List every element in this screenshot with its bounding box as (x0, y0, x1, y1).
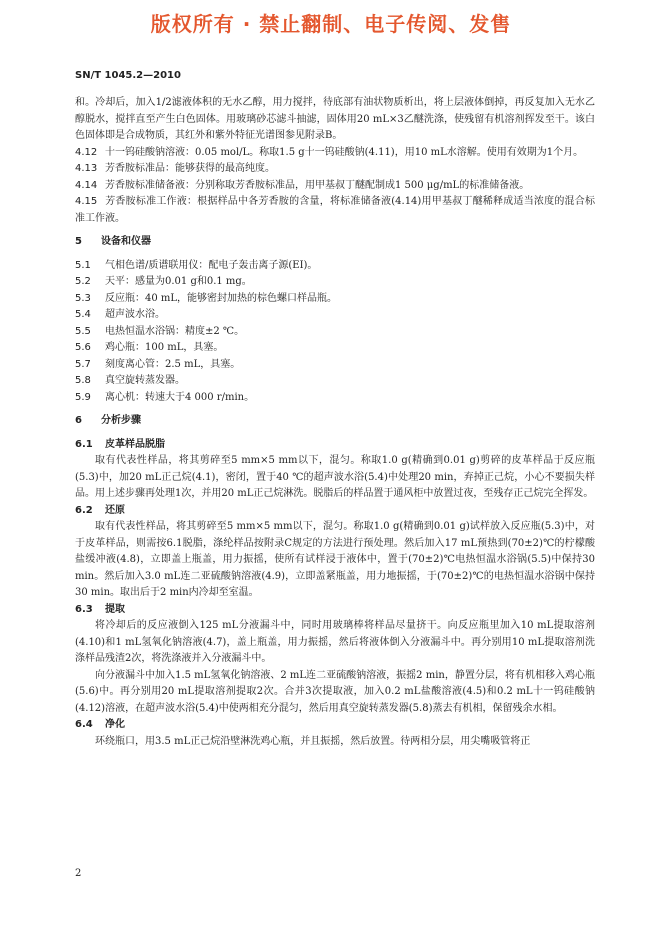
equipment-list (75, 258, 595, 407)
paragraph-6-3-b: 向分液漏斗中加入1.5 mL氢氧化钠溶液、2 mL连二亚硫酸钠溶液，振摇2 min，静置分层，将有机相移入鸡心瓶(5.6)中。再分别用20 mL提取溶剂提取2次。合并3次提取液，加入0.2 mL盐酸溶液(4.5)和0.2 mL十一钨硅酸钠(4.12)溶液，在超声波水浴(5.4)中使两相充分混匀，然后用真空旋转蒸发器(5.8)蒸去有机相，保留残余水相。 (75, 669, 595, 714)
equipment-item (75, 274, 595, 291)
item-number: 5.9 (75, 391, 91, 403)
subsection-number: 6.1 (75, 438, 93, 450)
item-number: 5.4 (75, 309, 91, 320)
section-title: 设备和仪器 (101, 236, 151, 247)
intro-paragraph: 和。冷却后，加入1/2滤液体积的无水乙醇，用力搅拌，待底部有油状物质析出，将上层液体倒掉，再反复加入无水乙醇脱水，搅拌直至产生白色固体。用玻璃砂芯滤斗抽滤，固体用20 mL×3乙醚洗涤，使残留有机溶剂挥发至干。该白色固体即是合成物质，其红外和紫外特征光谱图参见附录B。 (75, 97, 595, 141)
item-number: 5.5 (75, 325, 91, 337)
item-number: 5.1 (75, 259, 91, 271)
reagent-item (75, 178, 595, 195)
subsection-heading-6-2 (75, 503, 595, 520)
item-text: 真空旋转蒸发器。 (105, 375, 185, 386)
item-text: 气相色谱/质谱联用仪：配电子轰击离子源(EI)。 (105, 259, 318, 271)
item-number: 5.7 (75, 358, 91, 370)
item-number: 5.6 (75, 342, 91, 353)
item-text: 反应瓶：40 mL，能够密封加热的棕色螺口样品瓶。 (105, 292, 338, 304)
item-text: 天平：感量为0.01 g和0.1 mg。 (105, 276, 252, 287)
item-number: 4.13 (75, 163, 98, 174)
equipment-item (75, 291, 595, 308)
equipment-item (75, 357, 595, 374)
section-number: 5 (75, 236, 82, 247)
subsection-title: 还原 (105, 504, 125, 516)
item-text: 芳香胺标准品：能够获得的最高纯度。 (105, 163, 275, 174)
subsection-number: 6.3 (75, 603, 93, 615)
section-heading-6 (75, 413, 595, 430)
equipment-item (75, 390, 595, 407)
equipment-item (75, 340, 595, 357)
item-text: 刻度离心管：2.5 mL，具塞。 (105, 358, 241, 370)
item-number: 5.3 (75, 292, 91, 304)
paragraph-6-1: 取有代表性样品，将其剪碎至5 mm×5 mm以下，混匀。称取1.0 g(精确到0.01 g)剪碎的皮革样品于反应瓶(5.3)中，加20 mL正己烷(4.1)，密闭，置于40 ℃的超声波水浴(5.4)中处理20 min，弃掉正己烷，小心不要损失样品。用上述步骤再处理1次，并用20 mL正己烷淋洗。脱脂后的样品置于通风柜中放置过夜，至残存正己烷完全挥发。 (75, 455, 595, 499)
page-number: 2 (75, 868, 82, 879)
subsection-title: 净化 (105, 719, 125, 730)
item-text: 鸡心瓶：100 mL，具塞。 (105, 342, 224, 353)
equipment-item (75, 324, 595, 341)
section-title: 分析步骤 (101, 415, 141, 426)
subsection-number: 6.4 (75, 719, 93, 730)
reagent-list (75, 145, 595, 228)
subsection-title: 提取 (105, 603, 125, 615)
subsection-heading-6-4 (75, 717, 595, 734)
item-number: 4.12 (75, 146, 98, 158)
paragraph-6-3-a: 将冷却后的反应液倒入125 mL分液漏斗中，同时用玻璃棒将样品尽量挤干。向反应瓶里加入10 mL提取溶剂(4.10)和1 mL氢氧化钠溶液(4.7)，盖上瓶盖，用力振摇，然后将液体倒入分液漏斗中。再分别用10 mL提取溶剂洗涤样品残渣2次，将洗涤液并入分液漏斗中。 (75, 620, 595, 664)
item-number: 5.8 (75, 375, 91, 386)
item-text: 十一钨硅酸钠溶液：0.05 mol/L。称取1.5 g十一钨硅酸钠(4.11)，用10 mL水溶解。使用有效期为1个月。 (105, 146, 584, 158)
item-text: 芳香胺标准工作液：根据样品中各芳香胺的含量，将标准储备液(4.14)用甲基叔丁醚稀释成适当浓度的混合标准工作液。 (75, 196, 595, 224)
item-text: 芳香胺标准储备液：分别称取芳香胺标准品，用甲基叔丁醚配制成1 500 μg/mL的标准储备液。 (105, 179, 530, 191)
document-body (75, 95, 595, 750)
reagent-item (75, 145, 595, 162)
reagent-item (75, 194, 595, 227)
paragraph-6-2: 取有代表性样品，将其剪碎至5 mm×5 mm以下，混匀。称取1.0 g(精确到0.01 g)试样放入反应瓶(5.3)中，对于皮革样品，则需按6.1脱脂，涤纶样品按附录C规定的方法进行预处理。然后加入17 mL预热到(70±2)℃的柠檬酸盐缓冲液(4.8)，立即盖上瓶盖，用力振摇，使所有试样浸于液体中，置于(70±2)℃电热恒温水浴锅(5.5)中保持30 min。然后加入3.0 mL连二亚硫酸钠溶液(4.9)，立即盖紧瓶盖，用力地振摇，于(70±2)℃的电热恒温水浴锅中保持30 min。取出后于2 min内冷却至室温。 (75, 521, 595, 598)
paragraph-6-4: 环绕瓶口，用3.5 mL正己烷沿壁淋洗鸡心瓶，并且振摇，然后放置。待两相分层，用尖嘴吸管将正 (95, 735, 531, 747)
item-text: 离心机：转速大于4 000 r/min。 (105, 391, 255, 403)
subsection-heading-6-1 (75, 437, 595, 454)
item-number: 4.14 (75, 179, 98, 191)
subsection-title: 皮革样品脱脂 (105, 438, 165, 450)
equipment-item (75, 307, 595, 324)
standard-number: SN/T 1045.2—2010 (75, 70, 181, 81)
section-heading-5 (75, 234, 595, 251)
item-number: 5.2 (75, 276, 91, 287)
item-number: 4.15 (75, 196, 98, 207)
subsection-number: 6.2 (75, 504, 93, 516)
subsection-heading-6-3 (75, 602, 595, 619)
section-number: 6 (75, 415, 82, 426)
reagent-item (75, 161, 595, 178)
equipment-item (75, 373, 595, 390)
item-text: 电热恒温水浴锅：精度±2 ℃。 (105, 325, 245, 337)
watermark-banner: 版权所有 · 禁止翻制、电子传阅、发售 (150, 12, 512, 36)
equipment-item (75, 258, 595, 275)
item-text: 超声波水浴。 (105, 309, 165, 320)
